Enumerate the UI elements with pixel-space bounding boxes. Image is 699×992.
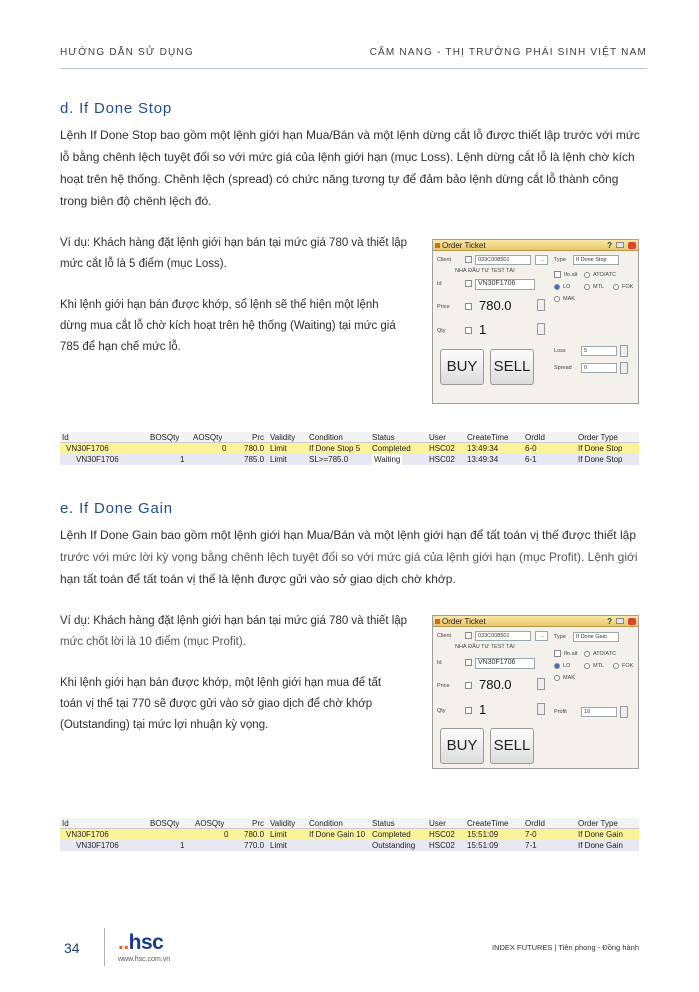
column-header[interactable]: Validity [270, 433, 296, 442]
cell: 0 [224, 830, 229, 839]
text-line: trong biên độ chênh lệch đó. [60, 194, 212, 208]
minimize-button[interactable] [616, 618, 624, 624]
cell: HSC02 [429, 830, 455, 839]
qty-stepper[interactable] [537, 703, 545, 715]
cell: Limit [270, 455, 287, 464]
cell: 15:51:09 [467, 830, 499, 839]
column-header[interactable]: Prc [252, 433, 264, 442]
logo-text: hsc [128, 931, 164, 954]
page-number: 34 [64, 940, 80, 956]
radio-lo-label: LO [563, 663, 571, 669]
cell: 7-1 [525, 841, 537, 850]
table-header-row [60, 432, 639, 443]
cell: HSC02 [429, 444, 455, 453]
cell: Limit [270, 830, 287, 839]
text-line: hạn tất toán để tất toán vị thế là lệnh được gửi vào sở giao dịch chờ khớp. [60, 572, 456, 586]
ticket-title: Order Ticket [442, 617, 486, 626]
order-type-radio-lo[interactable] [554, 663, 560, 669]
profit-stepper[interactable] [620, 706, 628, 718]
loss-label: Loss [554, 348, 566, 354]
ifo-checkbox[interactable] [554, 271, 561, 278]
column-header[interactable]: BOSQty [150, 433, 180, 442]
column-header[interactable]: Id [62, 819, 69, 828]
text-line: dừng mua cắt lỗ chờ kích hoạt trên hệ thống (Waiting) tại mức giá [60, 320, 396, 332]
column-header[interactable]: User [429, 433, 446, 442]
column-header[interactable]: User [429, 819, 446, 828]
close-button[interactable] [628, 242, 636, 249]
column-header[interactable]: Validity [270, 819, 296, 828]
buy-button[interactable]: BUY [440, 728, 484, 764]
price-input[interactable]: 780.0 [479, 677, 512, 692]
client-browse-button[interactable]: ... [535, 631, 548, 641]
ifo-label: Ifo.alt [564, 651, 578, 657]
cell: 780.0 [244, 444, 265, 453]
price-input[interactable]: 780.0 [479, 298, 512, 313]
id-checkbox[interactable] [465, 659, 472, 666]
cell: If Done Stop [578, 455, 623, 464]
cell: If Done Stop 5 [309, 444, 361, 453]
table-row[interactable] [60, 454, 639, 465]
order-type-radio-fok[interactable] [613, 284, 619, 290]
section-d-example [60, 233, 430, 275]
id-input[interactable]: VN30F1706 [475, 658, 535, 669]
column-header[interactable]: CreateTime [467, 819, 509, 828]
order-type-radio-mtl[interactable] [584, 284, 590, 290]
price-stepper[interactable] [537, 678, 545, 690]
order-book-table [60, 818, 639, 851]
qty-label: Qty [437, 708, 446, 714]
cell: Waiting [374, 455, 401, 464]
order-type-radio-fok[interactable] [613, 663, 619, 669]
order-type-radio-mak[interactable] [554, 296, 560, 302]
section-e-example [60, 611, 430, 653]
price-stepper[interactable] [537, 299, 545, 311]
column-header[interactable]: OrdId [525, 433, 546, 442]
sell-button[interactable]: SELL [490, 349, 534, 385]
column-header[interactable]: Status [372, 819, 395, 828]
id-input[interactable]: VN30F1706 [475, 279, 535, 290]
column-header[interactable]: Condition [309, 819, 343, 828]
order-type-radio-lo[interactable] [554, 284, 560, 290]
text-line: Khi lệnh giới hạn bán được khớp, sổ lệnh sẽ thể hiện một lệnh [60, 299, 379, 311]
ticket-app-icon [435, 619, 440, 624]
radio-lo-label: LO [563, 284, 571, 290]
section-d-intro [60, 124, 660, 212]
price-checkbox[interactable] [465, 303, 472, 310]
table-row[interactable] [60, 829, 639, 840]
cell: 15:51:09 [467, 841, 499, 850]
section-e-title: e. If Done Gain [60, 500, 173, 517]
qty-checkbox[interactable] [465, 707, 472, 714]
cell: Completed [372, 444, 411, 453]
radio-mak-label: MAK [563, 296, 575, 302]
qty-label: Qty [437, 328, 446, 334]
header-divider [60, 68, 647, 69]
column-header[interactable]: Condition [309, 433, 343, 442]
ifo-checkbox[interactable] [554, 650, 561, 657]
client-checkbox[interactable] [465, 632, 472, 639]
profit-input[interactable]: 10 [581, 707, 617, 717]
text-line: Ví dụ: Khách hàng đặt lệnh giới hạn bán tại mức giá 780 và thiết lập [60, 237, 408, 249]
header-left-title: HƯỚNG DẪN SỬ DỤNG [60, 47, 194, 58]
text-line: Khi lệnh giới hạn bán được khớp, một lệnh giới hạn mua để tất [60, 677, 382, 689]
header-right-title: CẨM NANG - THỊ TRƯỜNG PHÁI SINH VIỆT NAM [369, 47, 647, 58]
order-type-radio-mak[interactable] [554, 675, 560, 681]
radio-fok-label: FOK [622, 663, 634, 669]
qty-input[interactable]: 1 [479, 702, 487, 717]
column-header[interactable]: CreateTime [467, 433, 509, 442]
sell-button[interactable]: SELL [490, 728, 534, 764]
cell: VN30F1706 [66, 444, 109, 453]
type-select[interactable]: If Done Stop [573, 255, 619, 265]
text-line: (Outstanding) tại mức lợi nhuận kỳ vọng. [60, 719, 269, 731]
text-line: Ví dụ: Khách hàng đặt lệnh giới hạn bán tại mức giá 780 và thiết lập [60, 615, 408, 627]
client-name: NHÀ ĐẦU TƯ TEST TÀI [455, 644, 515, 650]
cell: 6-1 [525, 455, 537, 464]
cell: SL>=785.0 [309, 455, 349, 464]
client-input[interactable]: 033C008501 [475, 631, 531, 641]
cell: If Done Gain [578, 830, 623, 839]
section-e-result [60, 673, 430, 736]
cell: 1 [180, 841, 185, 850]
radio-ato-label: ATO/ATC [593, 272, 616, 278]
qty-stepper[interactable] [537, 323, 545, 335]
column-header[interactable]: Status [372, 433, 395, 442]
cell: 13:49:34 [467, 455, 499, 464]
column-header[interactable]: AOSQty [195, 819, 225, 828]
cell: VN30F1706 [76, 841, 119, 850]
text-line: lỗ bằng chênh lệch tuyệt đối so với mức giá của lệnh giới hạn (mục Loss). Lệnh dừng cắt lỗ là lệnh chờ kích [60, 150, 635, 164]
cell: 13:49:34 [467, 444, 499, 453]
cell: If Done Stop [578, 444, 623, 453]
ticket-titlebar [433, 616, 638, 627]
text-line: Lệnh If Done Stop bao gồm một lệnh giới hạn Mua/Bán và một lệnh dừng cắt lỗ được thiết lập trước với mức [60, 128, 640, 142]
cell: 7-0 [525, 830, 537, 839]
price-checkbox[interactable] [465, 682, 472, 689]
close-button[interactable] [628, 618, 636, 625]
client-label: Client [437, 633, 452, 639]
help-icon[interactable]: ? [607, 241, 612, 250]
text-line: hoạt trên hệ thống. Chênh lệch (spread) có chức năng tương tự để đảm bảo lệnh dừng cắt lỗ thành công [60, 172, 619, 186]
cell: Outstanding [372, 841, 416, 850]
type-label: Type [554, 257, 566, 263]
logo-dots: .. [118, 931, 129, 954]
cell: 785.0 [244, 455, 265, 464]
cell: If Done Gain [578, 841, 623, 850]
type-select[interactable]: If Done Gain [573, 632, 619, 642]
order-ticket-window [432, 239, 639, 404]
loss-stepper[interactable] [620, 345, 628, 357]
text-line: Lệnh If Done Gain bao gồm một lệnh giới hạn Mua/Bán và một lệnh giới hạn để tất toán vị thế được thiết lập [60, 528, 636, 542]
table-row[interactable] [60, 840, 639, 851]
cell: 0 [222, 444, 227, 453]
minimize-button[interactable] [616, 242, 624, 248]
cell: HSC02 [429, 841, 455, 850]
order-type-radio-ato[interactable] [584, 651, 590, 657]
loss-input[interactable]: 5 [581, 346, 617, 356]
profit-label: Profit [554, 709, 567, 715]
text-line: mức cắt lỗ là 5 điểm (mục Loss). [60, 258, 227, 270]
client-browse-button[interactable]: ... [535, 255, 548, 265]
cell: VN30F1706 [66, 830, 109, 839]
qty-input[interactable]: 1 [479, 322, 487, 337]
help-icon[interactable]: ? [607, 617, 612, 626]
section-d-result [60, 295, 430, 358]
order-type-radio-ato[interactable] [584, 272, 590, 278]
text-line: trước với mức lời kỳ vọng bằng chênh lệch tuyệt đối so với mức giá của lệnh giới hạn (mục Profit). Lệnh giới [60, 550, 638, 564]
column-header[interactable]: OrdId [525, 819, 546, 828]
cell: 1 [180, 455, 185, 464]
spread-label: Spread [554, 365, 572, 371]
radio-ato-label: ATO/ATC [593, 651, 616, 657]
spread-stepper[interactable] [620, 362, 628, 374]
section-e-intro [60, 524, 660, 590]
website-url: www.hsc.com.vn [118, 956, 171, 963]
text-line: toán vị thế tại 770 sẽ được gửi vào sở giao dịch để chờ khớp [60, 698, 373, 710]
cell: 6-0 [525, 444, 537, 453]
column-header[interactable]: Order Type [578, 819, 618, 828]
ifo-label: Ifo.alt [564, 272, 578, 278]
order-type-radio-mtl[interactable] [584, 663, 590, 669]
section-d-title: d. If Done Stop [60, 100, 173, 117]
client-checkbox[interactable] [465, 256, 472, 263]
buy-button[interactable]: BUY [440, 349, 484, 385]
hsc-logo [118, 931, 163, 955]
cell: Limit [270, 841, 287, 850]
id-label: Id [437, 660, 442, 666]
cell: HSC02 [429, 455, 455, 464]
footer-tagline: INDEX FUTURES | Tiên phong - Đồng hành [491, 943, 639, 952]
table-row[interactable] [60, 443, 639, 454]
price-label: Price [437, 683, 450, 689]
column-header[interactable]: Id [62, 433, 69, 442]
price-label: Price [437, 304, 450, 310]
table-header-row [60, 818, 639, 829]
cell: 770.0 [244, 841, 265, 850]
order-ticket-window [432, 615, 639, 769]
qty-checkbox[interactable] [465, 327, 472, 334]
radio-mtl-label: MTL [593, 663, 604, 669]
cell: If Done Gain 10 [309, 830, 366, 839]
client-label: Client [437, 257, 452, 263]
type-label: Type [554, 634, 566, 640]
radio-mak-label: MAK [563, 675, 575, 681]
column-header[interactable]: AOSQty [193, 433, 223, 442]
ticket-title: Order Ticket [442, 241, 486, 250]
cell: VN30F1706 [76, 455, 119, 464]
client-input[interactable]: 033C008501 [475, 255, 531, 265]
client-name: NHÀ ĐẦU TƯ TEST TÀI [455, 268, 515, 274]
column-header[interactable]: BOSQty [150, 819, 180, 828]
text-line: 785 để hạn chế mức lỗ. [60, 341, 181, 353]
radio-fok-label: FOK [622, 284, 634, 290]
footer-divider [104, 928, 105, 966]
ticket-app-icon [435, 243, 440, 248]
order-book-table [60, 432, 639, 465]
id-checkbox[interactable] [465, 280, 472, 287]
cell: 780.0 [244, 830, 265, 839]
radio-mtl-label: MTL [593, 284, 604, 290]
column-header[interactable]: Prc [252, 819, 264, 828]
ticket-titlebar [433, 240, 638, 251]
cell: Limit [270, 444, 287, 453]
cell: Completed [372, 830, 411, 839]
spread-input[interactable]: 0 [581, 363, 617, 373]
text-line: mức chốt lời là 10 điểm (mục Profit). [60, 636, 246, 648]
id-label: Id [437, 281, 442, 287]
column-header[interactable]: Order Type [578, 433, 618, 442]
